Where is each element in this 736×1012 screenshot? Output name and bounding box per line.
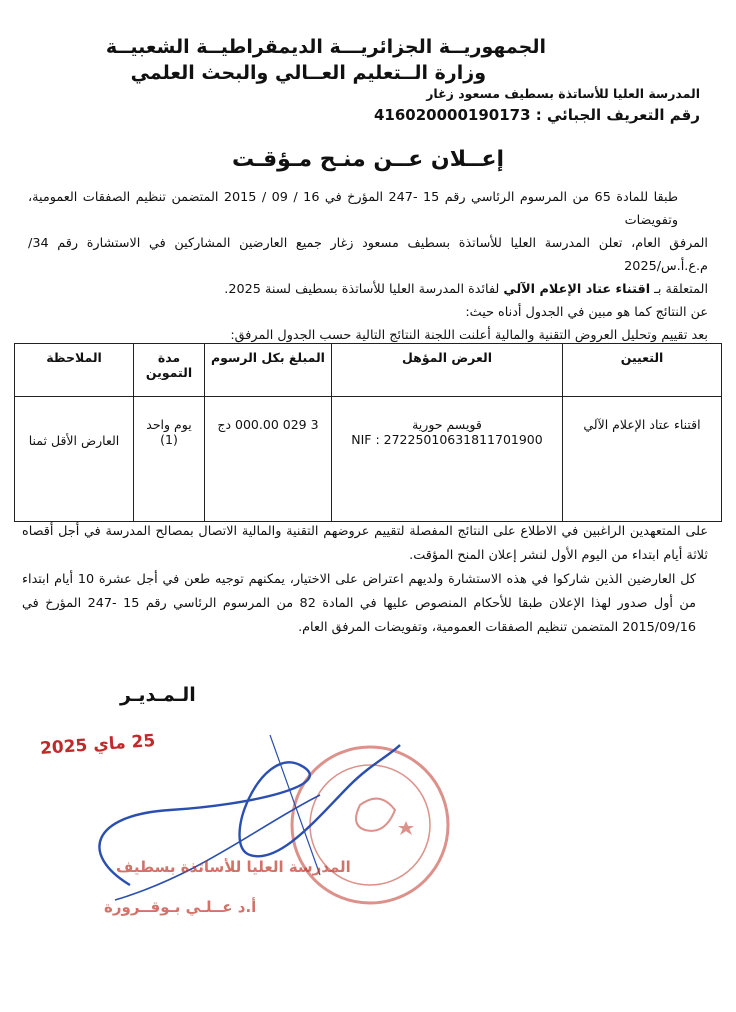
intro-line: طبقا للمادة 65 من المرسوم الرئاسي رقم 15 -247 المؤرخ في 16 / 09 / 2015 المتضمن تنظيم الصفقات العمومية، وتفويضات: [28, 190, 679, 228]
intro-subject: اقتناء عتاد الإعلام الآلي: [503, 282, 651, 297]
intro-line-prefix: المتعلقة بـ: [650, 282, 708, 297]
cell-qualified-offer: [332, 397, 563, 522]
offer-name: قويسم حورية: [412, 417, 482, 432]
school-stamp-text: المدرسة العليا للأساتذة بسطيف: [116, 858, 351, 876]
cell-remark: العارض الأقل ثمنا: [15, 397, 134, 522]
cell-designation: اقتناء عتاد الإعلام الآلي: [563, 397, 722, 522]
tax-id-value: 416020000190173: [373, 106, 531, 124]
signatory-name: أ.د عــلـي بـوقــرورة: [104, 898, 257, 916]
school-name: المدرسة العليا للأساتذة بسطيف مسعود زغار: [426, 86, 700, 101]
round-seal-icon: [292, 747, 448, 903]
footer-text: [22, 520, 708, 640]
col-qualified-offer: العرض المؤهل: [332, 344, 563, 397]
duration-text: يوم واحد: [146, 417, 192, 432]
results-table: [14, 343, 722, 522]
date-stamp: 25 ماي 2025: [39, 731, 156, 759]
republic-header: الجمهوريــة الجزائريـــة الديمقراطيــة الشعبيــة: [105, 36, 546, 58]
col-amount: المبلغ بكل الرسوم: [205, 344, 332, 397]
tax-id-label: رقم التعريف الجبائي :: [535, 106, 700, 124]
cell-duration: [134, 397, 205, 522]
intro-text: [28, 186, 708, 347]
offer-nif: NIF : 27225010631811701900: [351, 432, 543, 447]
director-title: الـمـديـر: [120, 684, 196, 706]
intro-line: المرفق العام، تعلن المدرسة العليا للأساتذة بسطيف مسعود زغار جميع العارضين المشاركين في الاستشارة رقم 34/م.ع.أ.س/2025: [28, 236, 708, 274]
col-designation: التعيين: [563, 344, 722, 397]
intro-line: بعد تقييم وتحليل العروض التقنية والمالية أعلنت اللجنة النتائج التالية حسب الجدول المرفق:: [230, 328, 708, 343]
footer-paragraph: كل العارضين الذين شاركوا في هذه الاستشارة ولديهم اعتراض على الاختيار، يمكنهم توجيه طعن في أجل عشرة 10 أيام ابتداء من أول صدور لهذا الإعلان طبقا للأحكام المنصوص عليها في المادة 82 من المرسوم الرئاسي رقم 15 -247 المؤرخ في 2015/09/16 المتضمن تنظيم الصفقات العمومية، وتفويضات المرفق العام.: [22, 572, 697, 635]
intro-line-suffix: لفائدة المدرسة العليا للأساتذة بسطيف لسنة 2025.: [224, 282, 504, 297]
tax-id: [374, 106, 700, 124]
cell-amount: 3 029 000.00 دج: [205, 397, 332, 522]
col-remark: الملاحظة: [15, 344, 134, 397]
duration-count: (1): [160, 432, 178, 447]
col-supply-duration: مدة التموين: [134, 344, 205, 397]
table-header-row: [15, 344, 722, 397]
intro-line: عن النتائج كما هو مبين في الجدول أدناه حيث:: [465, 305, 708, 320]
table-row: [15, 397, 722, 522]
footer-paragraph: على المتعهدين الراغبين في الاطلاع على النتائج المفصلة لتقييم عروضهم التقنية والمالية الاتصال بمصالح المدرسة في أجل أقصاه ثلاثة أيام ابتداء من اليوم الأول لنشر إعلان المنح المؤقت.: [22, 524, 708, 563]
page-title: إعــلان عــن منـح مـؤقـت: [231, 147, 505, 172]
intro-line: [28, 278, 708, 301]
ministry-header: وزارة الــتعليم العــالي والبحث العلمي: [130, 62, 486, 84]
